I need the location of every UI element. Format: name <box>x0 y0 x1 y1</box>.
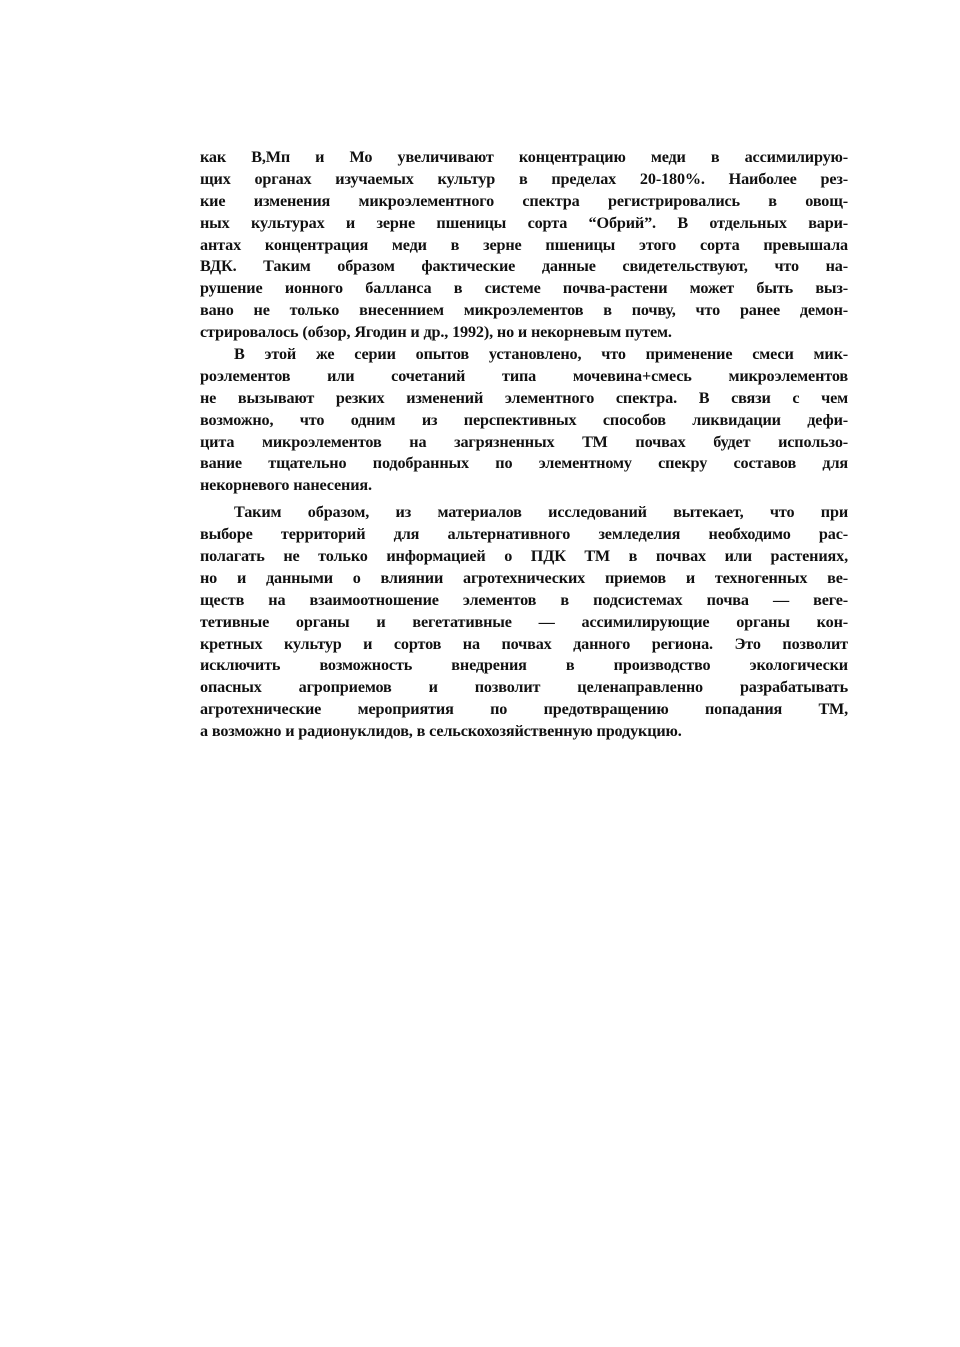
text-line: но и данными о влиянии агротехнических приемов и техногенных ве- <box>200 568 848 587</box>
text-line: роэлементов или сочетаний типа мочевина+смесь микроэлементов <box>200 366 848 385</box>
text-line: щих органах изучаемых культур в пределах 20-180%. Наиболее рез- <box>200 169 848 188</box>
text-line: выборе территорий для альтернативного земледелия необходимо рас- <box>200 525 848 544</box>
paragraph-1 <box>200 147 848 344</box>
text-line: рушение ионного балланса в системе почва-растени может быть выз- <box>200 279 848 298</box>
text-line: тетивные органы и вегетативные — ассимилирующие органы кон- <box>200 612 848 631</box>
paragraph-2 <box>200 344 848 497</box>
text-line: Таким образом, из материалов исследований вытекает, что при <box>234 503 848 522</box>
text-line: а возможно и радионуклидов, в сельскохозяйственную продукцию. <box>200 722 682 741</box>
text-line: стрировалось (обзор, Ягодин и др., 1992), но и некорневым путем. <box>200 323 672 342</box>
text-line: кретных культур и сортов на почвах данного региона. Это позволит <box>200 634 848 653</box>
text-line: антах концентрация меди в зерне пшеницы этого сорта превышала <box>200 235 848 254</box>
text-line: В этой же серии опытов установлено, что применение смеси мик- <box>234 345 848 364</box>
paragraph-3 <box>200 502 848 743</box>
text-line: вано не только внесеннием микроэлементов в почву, что ранее демон- <box>200 301 848 320</box>
text-line: не вызывают резких изменений элементного спектра. В связи с чем <box>200 388 848 407</box>
text-line: исключить возможность внедрения в производство экологически <box>200 656 848 675</box>
body-text <box>200 147 848 743</box>
text-line: полагать не только информацией о ПДК ТМ в почвах или растениях, <box>200 547 848 566</box>
text-line: возможно, что одним из перспективных способов ликвидации дефи- <box>200 410 848 429</box>
text-line: цита микроэлементов на загрязненных ТМ почвах будет использо- <box>200 432 848 451</box>
text-line: ществ на взаимоотношение элементов в подсистемах почва — веге- <box>200 590 848 609</box>
text-line: вание тщательно подобранных по элементному спекру составов для <box>200 454 848 473</box>
text-line: ных культурах и зерне пшеницы сорта “Обрий”. В отдельных вари- <box>200 213 848 232</box>
text-line: ВДК. Таким образом фактические данные свидетельствуют, что на- <box>200 257 848 276</box>
text-line: агротехнические мероприятия по предотвращению попадания ТМ, <box>200 700 848 719</box>
text-line: как В,Мп и Мо увеличивают концентрацию меди в ассимилирую- <box>200 148 848 166</box>
text-line: кие изменения микроэлементного спектра регистрировались в овощ- <box>200 191 848 210</box>
text-line: опасных агроприемов и позволит целенаправленно разрабатывать <box>200 678 848 697</box>
text-line: некорневого нанесения. <box>200 476 372 495</box>
